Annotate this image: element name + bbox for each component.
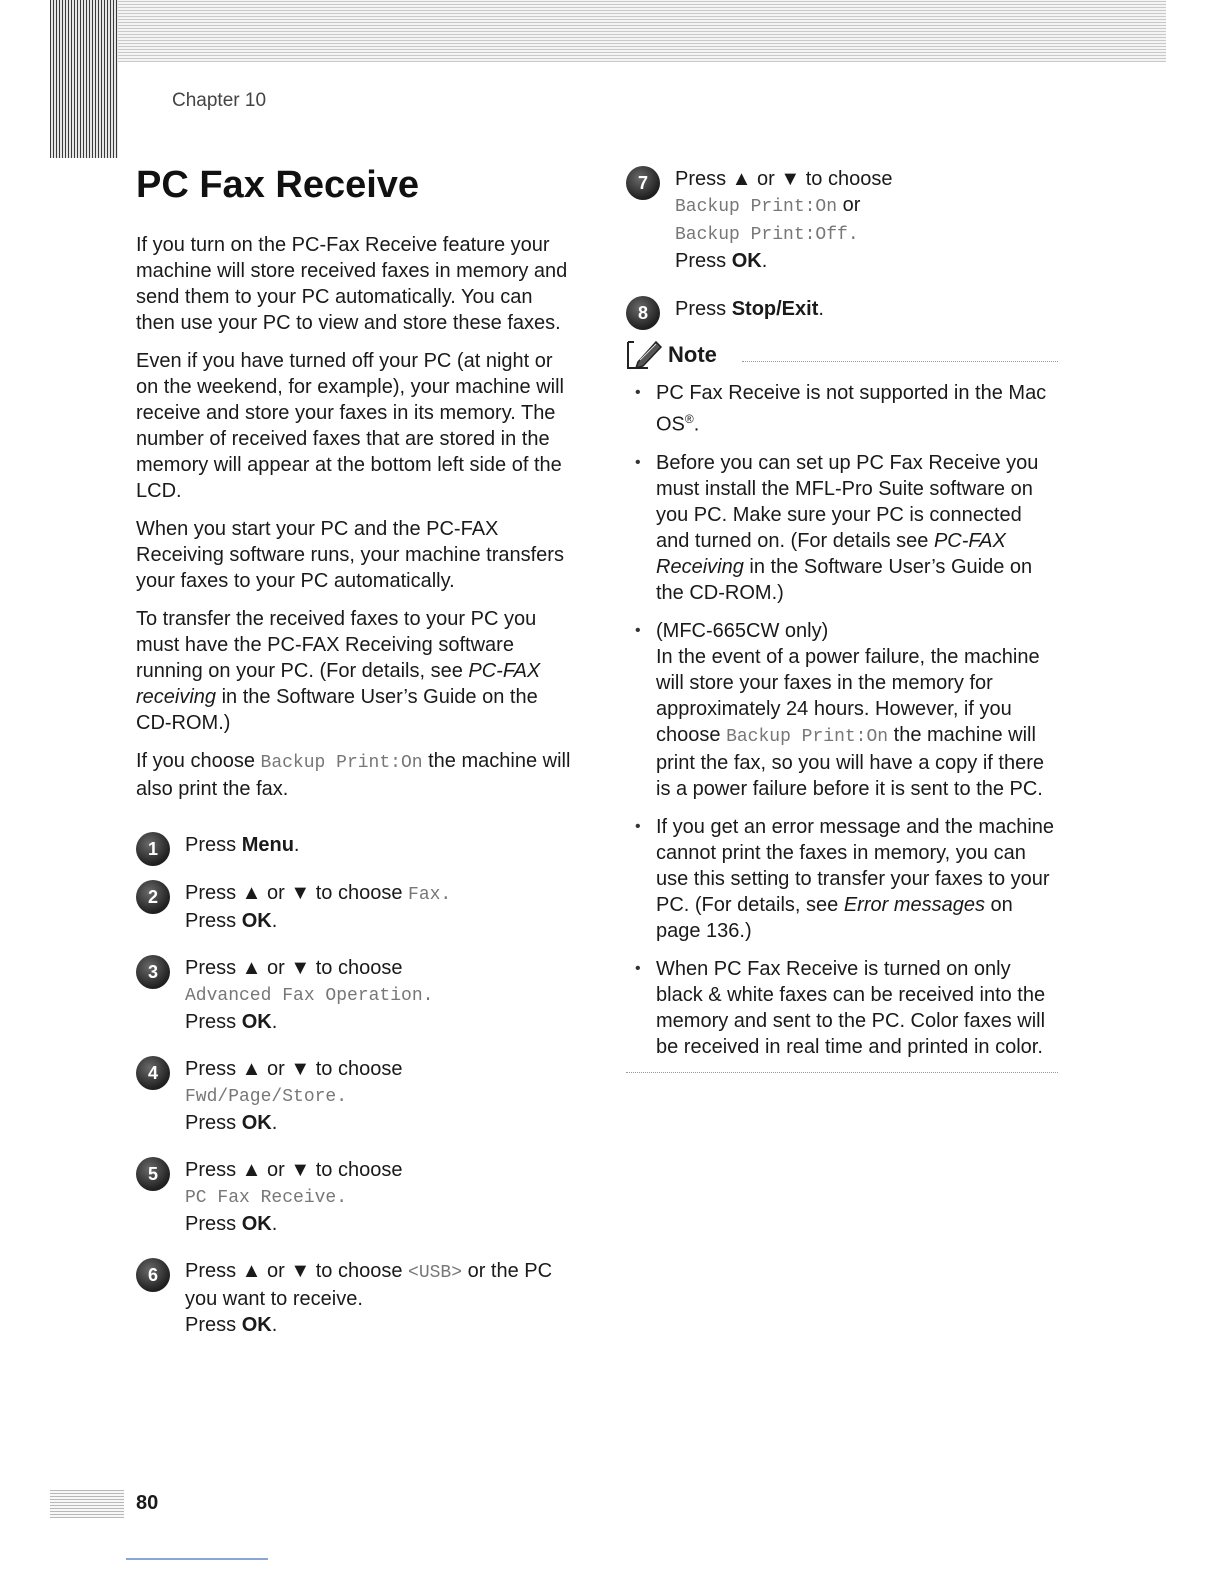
- text-span: or the PC you want to receive.: [185, 1260, 553, 1310]
- step-line: Press ▲ or ▼ to choose: [675, 168, 893, 190]
- note-pencil-icon: [626, 338, 666, 372]
- note-item-4: [626, 814, 1058, 944]
- step-line: Press ▲ or ▼ to choose: [185, 1159, 403, 1181]
- step-line: [185, 1211, 576, 1237]
- key-name: OK: [241, 1112, 272, 1134]
- step-1: [136, 832, 576, 858]
- text-span: In the event of a power failure, the machine will store your faxes in the memory for approximately 24 hours. However, if you choose: [656, 645, 1040, 746]
- lcd-text: Advanced Fax Operation: [185, 986, 423, 1006]
- text-span: .: [818, 298, 824, 320]
- step-number-icon: 5: [136, 1157, 170, 1191]
- note-item-3: [626, 618, 1058, 802]
- step-3: [136, 955, 576, 1035]
- software-guide-reference: PC-FAX Receiving: [656, 529, 1006, 578]
- software-guide-reference: PC-FAX receiving: [136, 660, 541, 708]
- text-span: Press: [185, 1314, 242, 1336]
- step-2: [136, 880, 576, 934]
- step-line: [185, 1110, 576, 1136]
- step-line: [185, 880, 576, 908]
- page-title: PC Fax Receive: [136, 164, 420, 206]
- text-span: the machine will also print the fax.: [136, 750, 571, 800]
- step-line: [185, 981, 576, 1009]
- text-span: Press ▲ or ▼ to choose: [185, 882, 409, 904]
- step-line: [185, 832, 576, 858]
- text-span: or: [837, 194, 861, 216]
- intro-paragraph-4: [136, 606, 576, 736]
- text-span: Press: [185, 1011, 242, 1033]
- page-number: 80: [136, 1492, 159, 1514]
- text-span: .: [336, 1188, 348, 1208]
- step-8: [626, 296, 1058, 322]
- intro-paragraph-1: If you turn on the PC-Fax Receive feature your machine will store received faxes in memory and send them to your PC automatically. You can then use your PC to view and store these faxes.: [136, 234, 568, 334]
- text-span: Press ▲ or ▼ to choose: [185, 1260, 409, 1282]
- intro-paragraph-3: When you start your PC and the PC-FAX Receiving software runs, your machine transfers your faxes to your PC automatically.: [136, 518, 564, 592]
- key-name: OK: [731, 250, 762, 272]
- note-title: Note: [668, 342, 717, 367]
- step-number-icon: 7: [626, 166, 660, 200]
- key-name: Stop/Exit: [731, 298, 819, 320]
- text-span: If you choose: [136, 750, 261, 772]
- key-name: OK: [241, 1213, 272, 1235]
- left-column: [136, 232, 576, 1338]
- step-line: [185, 1082, 576, 1110]
- lcd-text: Backup Print:On: [726, 726, 889, 747]
- note-end-divider: [626, 1072, 1058, 1073]
- step-line: [675, 192, 1058, 220]
- key-name: OK: [241, 910, 272, 932]
- lcd-text: Backup Print:On: [675, 197, 838, 217]
- note-item-2: [626, 450, 1058, 606]
- note-item-1: [626, 380, 1058, 438]
- text-span: in the Software User’s Guide on the CD-ROM.): [136, 686, 538, 734]
- lcd-text: Backup Print:On: [260, 753, 423, 773]
- text-span: .: [440, 885, 452, 905]
- note-item-5: • When PC Fax Receive is turned on only black & white faxes can be received into the memory and sent to the PC. Color faxes will be received in real time and printed in color.: [626, 956, 1058, 1060]
- key-name: Menu: [241, 834, 294, 856]
- chapter-label: Chapter 10: [172, 90, 267, 111]
- footer-rule: [126, 1558, 268, 1560]
- text-span: .: [271, 1314, 278, 1336]
- step-7: [626, 166, 1058, 274]
- lcd-text: <USB>: [408, 1263, 463, 1283]
- intro-paragraph-2: Even if you have turned off your PC (at night or on the weekend, for example), your machine will receive and store your faxes in its memory. The number of received faxes that are stored in the memory will appear at the bottom left side of the LCD.: [136, 350, 564, 502]
- text-span: If you get an error message and the machine cannot print the faxes in memory, you can use this setting to transfer your faxes to your PC. (For details, see: [656, 815, 1055, 916]
- step-line: [185, 1312, 576, 1338]
- text-span: Press: [185, 910, 242, 932]
- step-number-icon: 3: [136, 955, 170, 989]
- text-span: To transfer the received faxes to your PC you must have the PC-FAX Receiving software running on your PC. (For details, see: [136, 608, 537, 682]
- step-6: [136, 1258, 576, 1338]
- note-header: [626, 338, 1058, 372]
- key-name: OK: [241, 1011, 272, 1033]
- model-qualifier: • (MFC-665CW only): [656, 619, 829, 642]
- step-5: [136, 1157, 576, 1237]
- text-span: Press: [185, 1213, 242, 1235]
- lcd-text: Backup Print:Off: [675, 225, 848, 245]
- text-span: .: [847, 225, 859, 245]
- intro-paragraph-5: [136, 748, 576, 802]
- right-column: [626, 166, 1058, 1073]
- step-line: [185, 1009, 576, 1035]
- step-line: [675, 220, 1058, 248]
- text-span: .: [271, 910, 278, 932]
- text-span: on page 136.): [656, 893, 1013, 942]
- key-name: OK: [241, 1314, 272, 1336]
- lcd-text: Fwd/Page/Store: [185, 1087, 337, 1107]
- step-line: [675, 248, 1058, 274]
- note-list: [626, 380, 1058, 1060]
- registered-mark: ®: [684, 412, 694, 426]
- text-span: .: [293, 834, 300, 856]
- text-span: PC Fax Receive is not supported in the Mac OS: [656, 382, 1047, 436]
- step-line: [185, 908, 576, 934]
- text-span: Press: [185, 1112, 242, 1134]
- error-messages-reference: Error messages: [843, 893, 985, 916]
- step-number-icon: 2: [136, 880, 170, 914]
- step-line: [185, 1258, 576, 1312]
- chapter-tab-marker: [50, 0, 118, 158]
- text-span: Press: [185, 834, 242, 856]
- text-span: Press: [675, 298, 732, 320]
- step-line: [675, 296, 1058, 322]
- lcd-text: Fax: [408, 885, 441, 905]
- note-divider: [742, 361, 1058, 362]
- text-span: .: [761, 250, 768, 272]
- lcd-text: PC Fax Receive: [185, 1188, 337, 1208]
- step-number-icon: 8: [626, 296, 660, 330]
- step-line: Press ▲ or ▼ to choose: [185, 1058, 403, 1080]
- step-number-icon: 6: [136, 1258, 170, 1292]
- step-number-icon: 4: [136, 1056, 170, 1090]
- header-pattern-band: [50, 0, 1166, 62]
- text-span: .: [422, 986, 434, 1006]
- text-span: in the Software User’s Guide on the CD-ROM.): [656, 555, 1033, 604]
- text-span: Press: [675, 250, 732, 272]
- footer-pattern: [50, 1490, 124, 1518]
- text-span: .: [271, 1112, 278, 1134]
- step-line: [185, 1183, 576, 1211]
- text-span: .: [693, 413, 700, 436]
- step-line: Press ▲ or ▼ to choose: [185, 957, 403, 979]
- text-span: the machine will print the fax, so you will have a copy if there is a power failure before it is sent to the PC.: [656, 723, 1044, 800]
- step-4: [136, 1056, 576, 1136]
- text-span: Before you can set up PC Fax Receive you must install the MFL-Pro Suite software on you PC. Make sure your PC is connected and turned on. (For details see: [656, 451, 1039, 552]
- text-span: .: [336, 1087, 348, 1107]
- text-span: .: [271, 1213, 278, 1235]
- text-span: .: [271, 1011, 278, 1033]
- step-number-icon: 1: [136, 832, 170, 866]
